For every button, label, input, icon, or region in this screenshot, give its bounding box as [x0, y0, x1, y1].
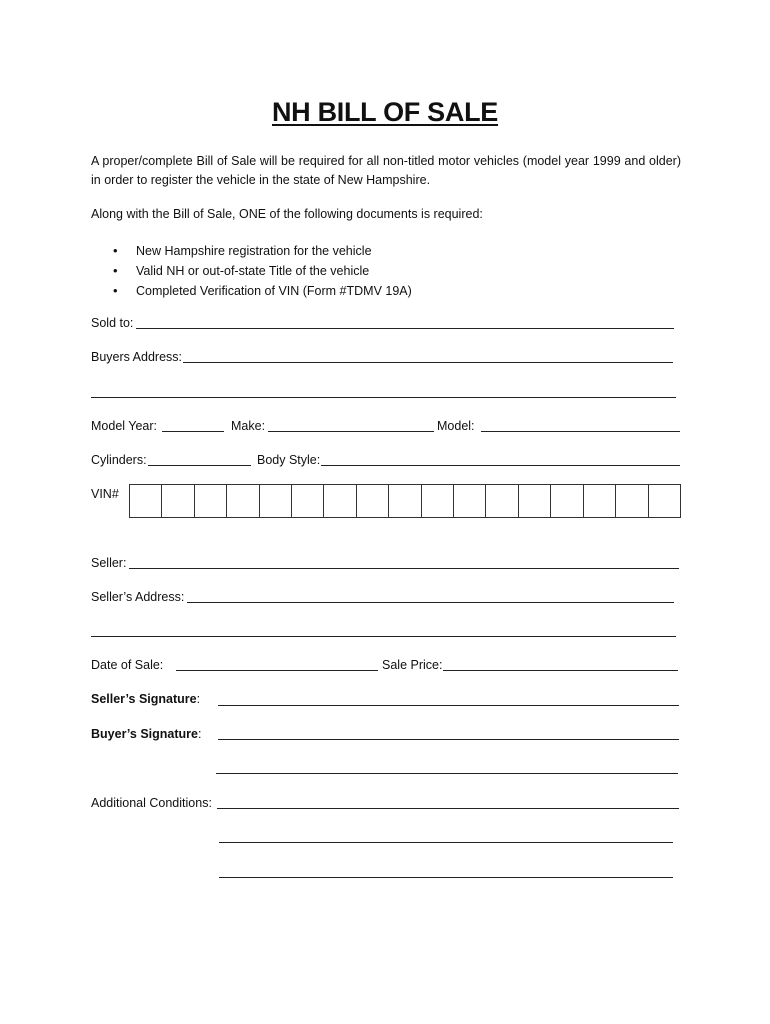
- seller-label: Seller:: [91, 556, 127, 570]
- sellers-address-label: Seller’s Address:: [91, 590, 185, 604]
- vin-label: VIN#: [91, 487, 119, 501]
- date-of-sale-label: Date of Sale:: [91, 658, 164, 672]
- cylinders-label: Cylinders:: [91, 453, 147, 467]
- additional-conditions-field[interactable]: [217, 808, 679, 809]
- vin-cell[interactable]: [551, 485, 583, 517]
- cylinders-field[interactable]: [148, 465, 251, 466]
- body-style-field[interactable]: [321, 465, 680, 466]
- vin-cell[interactable]: [649, 485, 680, 517]
- vin-cell[interactable]: [195, 485, 227, 517]
- buyers-signature-field-line2[interactable]: [216, 773, 678, 774]
- sold-to-field[interactable]: [136, 328, 674, 329]
- list-item: • Valid NH or out-of-state Title of the vehicle: [110, 261, 412, 281]
- buyers-address-field[interactable]: [183, 362, 673, 363]
- buyers-address-label: Buyers Address:: [91, 350, 183, 364]
- sold-to-label: Sold to:: [91, 316, 134, 330]
- vin-cell[interactable]: [454, 485, 486, 517]
- list-item: • Completed Verification of VIN (Form #TDMV 19A): [110, 281, 412, 301]
- sale-price-field[interactable]: [443, 670, 678, 671]
- vin-cell[interactable]: [292, 485, 324, 517]
- vin-cell[interactable]: [324, 485, 356, 517]
- sellers-address-field-line2[interactable]: [91, 636, 676, 637]
- vin-cell[interactable]: [357, 485, 389, 517]
- sellers-address-field[interactable]: [187, 602, 674, 603]
- buyers-address-field-line2[interactable]: [91, 397, 676, 398]
- vin-cell[interactable]: [616, 485, 648, 517]
- sellers-signature-text: Seller’s Signature: [91, 692, 197, 706]
- list-item: • New Hampshire registration for the vehicle: [110, 241, 412, 261]
- vin-cell[interactable]: [486, 485, 518, 517]
- additional-conditions-field-line2[interactable]: [219, 842, 673, 843]
- vin-cell[interactable]: [422, 485, 454, 517]
- make-label: Make:: [231, 419, 266, 433]
- sellers-signature-colon: :: [196, 692, 201, 706]
- sellers-signature-field[interactable]: [218, 705, 679, 706]
- make-field[interactable]: [268, 431, 434, 432]
- sale-price-label: Sale Price:: [382, 658, 443, 672]
- buyers-signature-text: Buyer’s Signature: [91, 727, 198, 741]
- required-documents-list: [110, 241, 412, 301]
- seller-field[interactable]: [129, 568, 679, 569]
- additional-conditions-field-line3[interactable]: [219, 877, 673, 878]
- model-field[interactable]: [481, 431, 680, 432]
- buyers-signature-label: [91, 726, 201, 742]
- body-style-label: Body Style:: [257, 453, 321, 467]
- vin-input-grid[interactable]: [129, 484, 681, 518]
- intro-paragraph: A proper/complete Bill of Sale will be required for all non-titled motor vehicles (model year 1999 and older) in order to register the vehicle in the state of New Hampshire.: [91, 154, 681, 187]
- model-label: Model:: [437, 419, 475, 433]
- model-year-field[interactable]: [162, 431, 224, 432]
- vin-cell[interactable]: [389, 485, 421, 517]
- requirement-paragraph: Along with the Bill of Sale, ONE of the following documents is required:: [91, 207, 483, 221]
- vin-cell[interactable]: [584, 485, 616, 517]
- buyers-signature-field[interactable]: [218, 739, 679, 740]
- vin-cell[interactable]: [227, 485, 259, 517]
- additional-conditions-label: Additional Conditions:: [91, 796, 212, 810]
- vin-cell[interactable]: [519, 485, 551, 517]
- vin-cell[interactable]: [162, 485, 194, 517]
- date-of-sale-field[interactable]: [176, 670, 378, 671]
- vin-cell[interactable]: [130, 485, 162, 517]
- buyers-signature-colon: :: [197, 727, 202, 741]
- vin-cell[interactable]: [260, 485, 292, 517]
- sellers-signature-label: [91, 691, 200, 707]
- model-year-label: Model Year:: [91, 419, 158, 433]
- page-title: NH BILL OF SALE: [271, 97, 498, 127]
